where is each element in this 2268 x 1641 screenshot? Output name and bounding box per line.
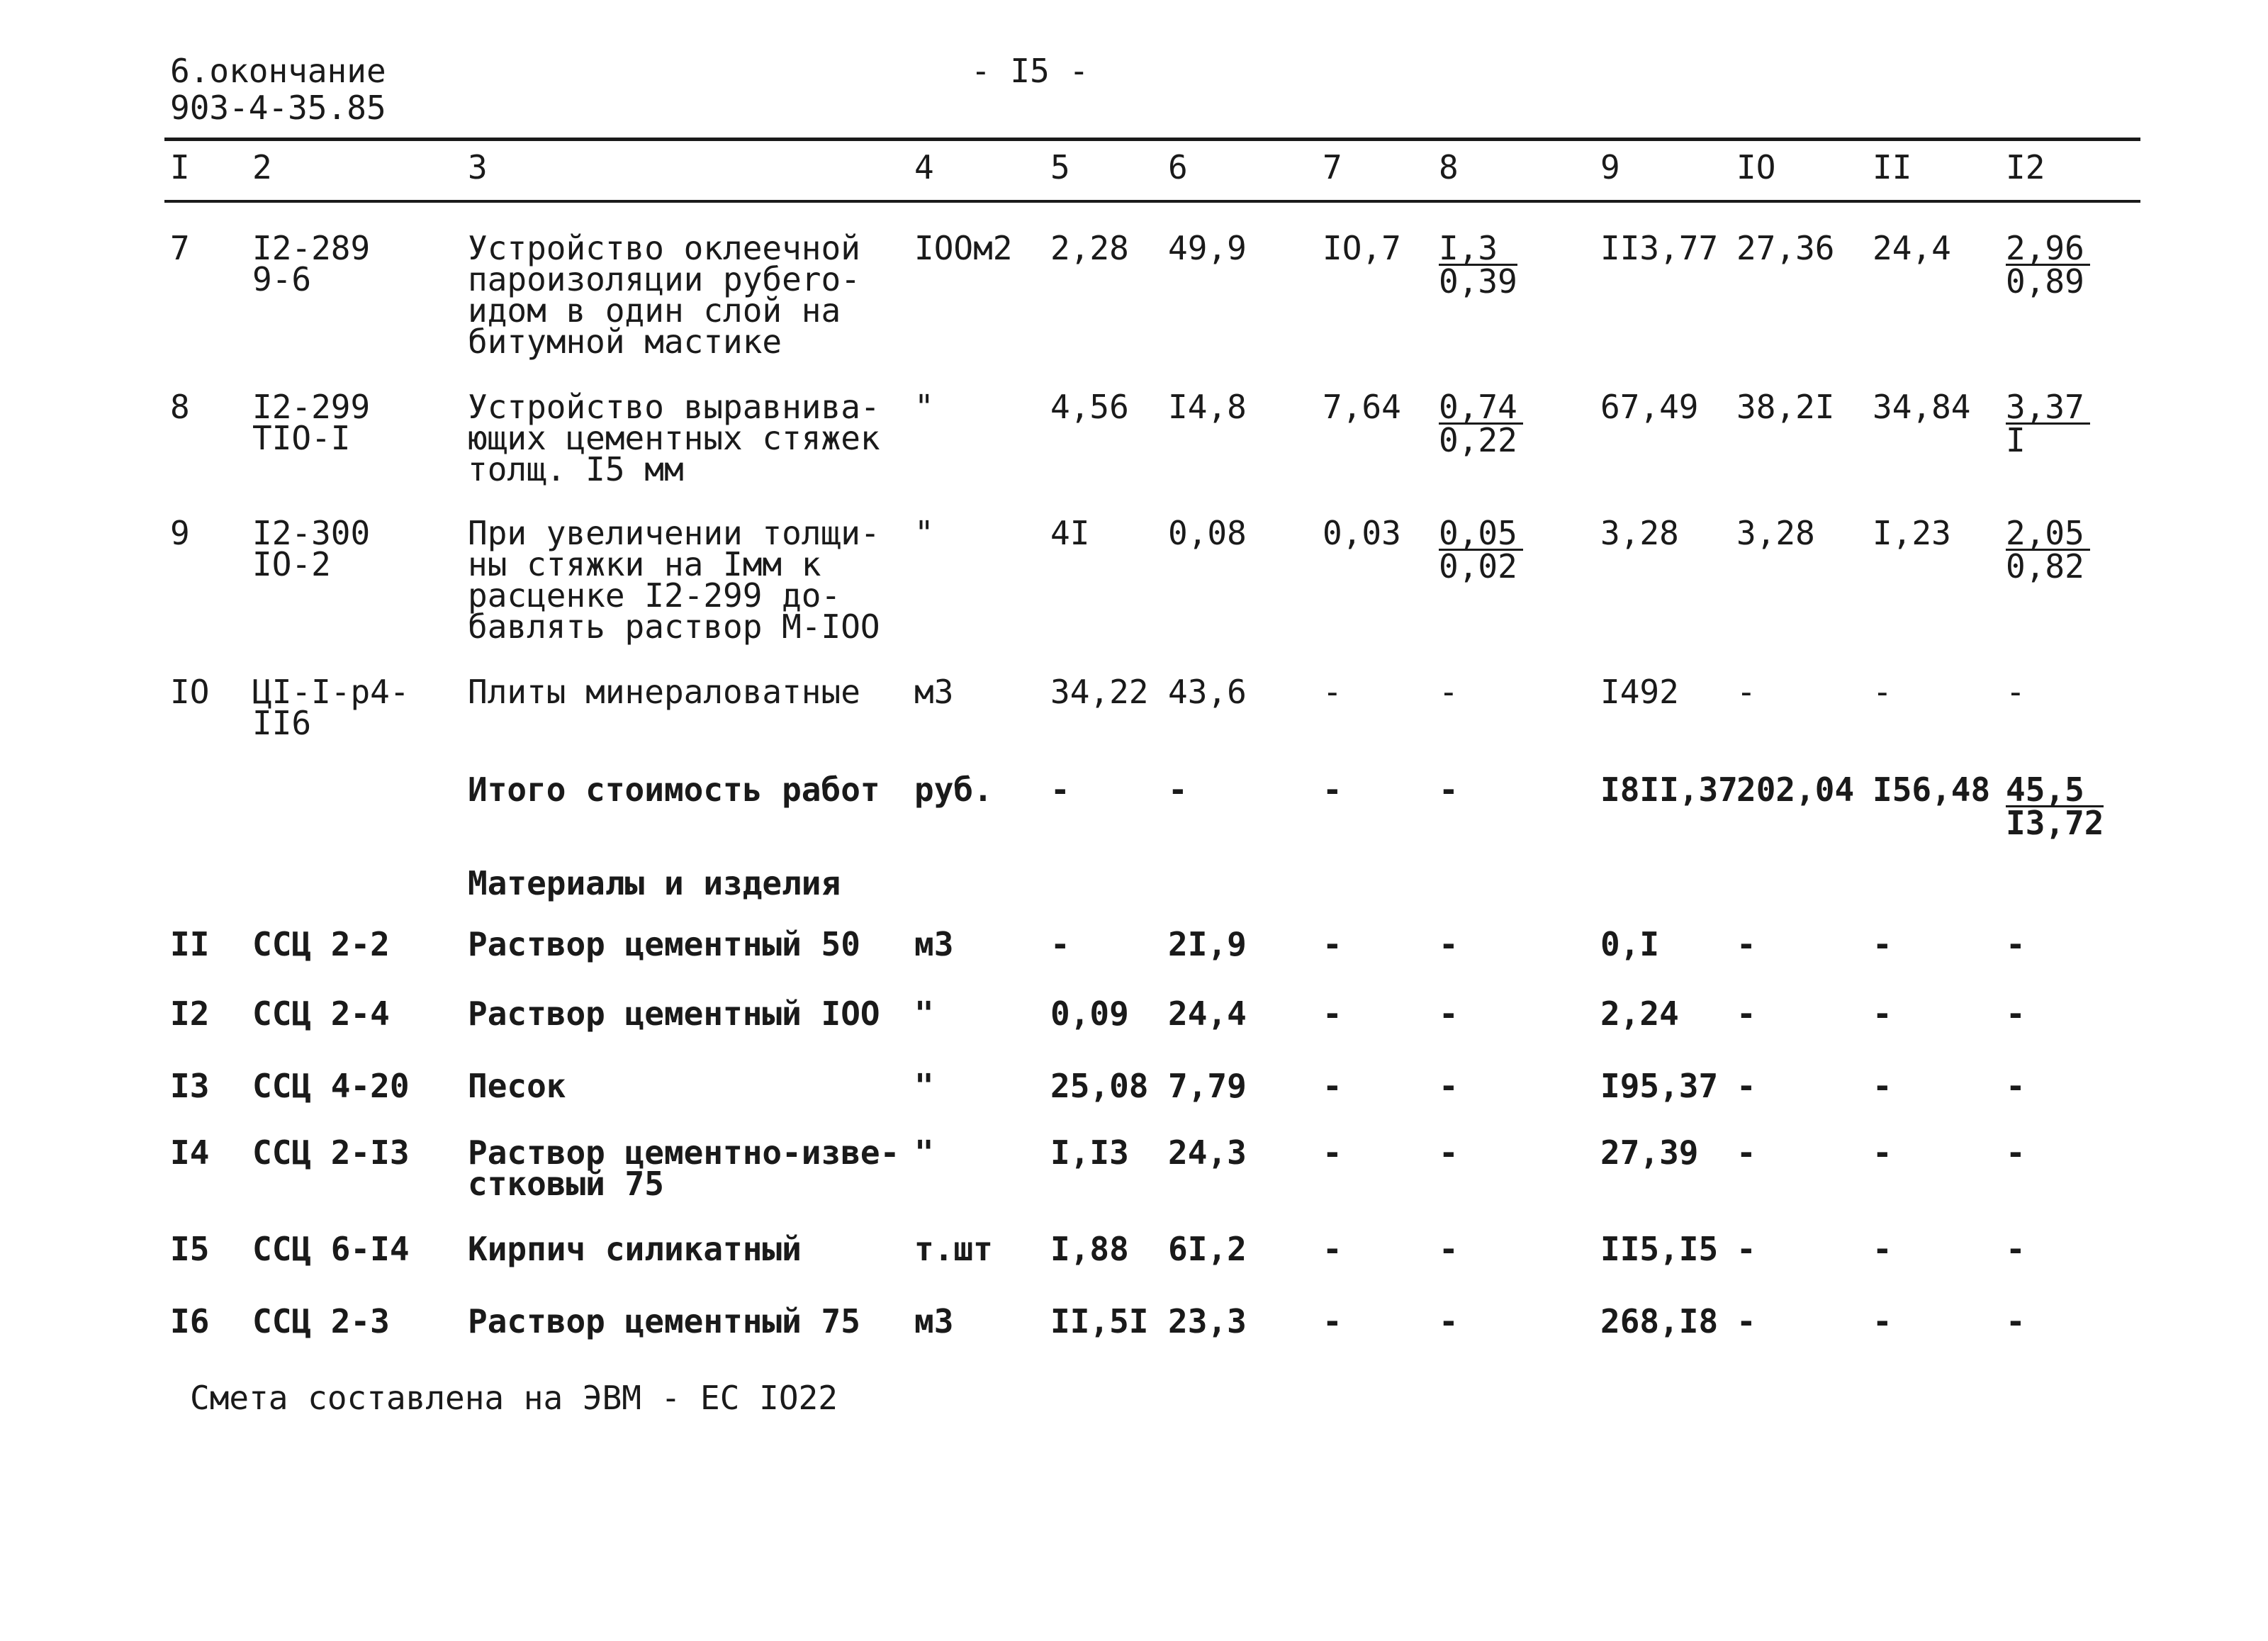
col-9: II3,77 [1600, 229, 1719, 267]
code: ССЦ 4-20 [252, 1067, 410, 1105]
col-11: 34,84 [1873, 388, 1971, 426]
description: Раствор цементный IOO [468, 995, 880, 1033]
col-11: 24,4 [1873, 229, 1951, 267]
col-12 [2006, 388, 2090, 459]
col-12-numerator: 2,96 [2006, 233, 2090, 266]
col-6: 49,9 [1168, 229, 1247, 267]
col-5: I,I3 [1050, 1133, 1129, 1172]
col-8-denominator: 0,39 [1439, 262, 1517, 301]
col-11: - [1873, 995, 1892, 1033]
column-header: II [1873, 148, 1912, 186]
description: Итого стоимость работ [468, 771, 880, 809]
col-9: I492 [1600, 673, 1679, 711]
col-12: - [2006, 1133, 2026, 1172]
unit: " [914, 514, 934, 552]
unit: м3 [914, 1302, 954, 1340]
description: Раствор цементно-изве- стковый 75 [468, 1133, 900, 1203]
unit: " [914, 995, 934, 1033]
col-12-numerator: 2,05 [2006, 517, 2090, 551]
col-6: 43,6 [1168, 673, 1247, 711]
col-12-denominator: 0,89 [2006, 262, 2084, 301]
col-12: - [2006, 925, 2026, 963]
col-12-denominator: I [2006, 421, 2026, 459]
col-9: II5,I5 [1600, 1230, 1719, 1268]
col-12-numerator: 45,5 [2006, 774, 2104, 807]
col-10: - [1736, 1230, 1756, 1268]
section-title: Материалы и изделия [468, 864, 841, 902]
col-10: - [1736, 1302, 1756, 1340]
col-12-denominator: I3,72 [2006, 804, 2104, 842]
col-8 [1439, 388, 1523, 459]
row-number: I5 [170, 1230, 210, 1268]
col-7: - [1323, 673, 1342, 711]
col-11: - [1873, 1230, 1892, 1268]
col-12 [2006, 514, 2090, 586]
col-7: 0,03 [1323, 514, 1401, 552]
unit: " [914, 1133, 934, 1172]
col-5: 2,28 [1050, 229, 1129, 267]
col-11: I,23 [1873, 514, 1951, 552]
col-5: 34,22 [1050, 673, 1149, 711]
col-8-numerator: 0,74 [1439, 391, 1523, 425]
footer-note: Смета составлена на ЭВМ - ЕС IO22 [190, 1379, 838, 1417]
code: I2-299 TIO-I [252, 388, 371, 457]
unit: " [914, 388, 934, 426]
column-header: 7 [1323, 148, 1342, 186]
col-8-denominator: 0,02 [1439, 547, 1517, 586]
row-number: I3 [170, 1067, 210, 1105]
page-number: - I5 - [971, 52, 1089, 90]
unit: руб. [914, 771, 993, 809]
col-8-denominator: 0,22 [1439, 421, 1517, 459]
col-5: 25,08 [1050, 1067, 1149, 1105]
code: ССЦ 2-4 [252, 995, 390, 1033]
col-9: I95,37 [1600, 1067, 1719, 1105]
row-number: II [170, 925, 210, 963]
col-10: - [1736, 1067, 1756, 1105]
col-5: - [1050, 771, 1070, 809]
col-8: - [1439, 1302, 1459, 1340]
col-6: - [1168, 771, 1188, 809]
column-header: 6 [1168, 148, 1188, 186]
col-7: - [1323, 1067, 1342, 1105]
column-header: 2 [252, 148, 272, 186]
col-11: - [1873, 925, 1892, 963]
column-header: IO [1736, 148, 1776, 186]
row-number: 8 [170, 388, 190, 426]
column-header: I2 [2006, 148, 2045, 186]
col-7: IO,7 [1323, 229, 1401, 267]
top-rule [164, 138, 2140, 141]
unit: м3 [914, 673, 954, 711]
col-11: - [1873, 1067, 1892, 1105]
col-9: 27,39 [1600, 1133, 1699, 1172]
col-8: - [1439, 771, 1459, 809]
col-10: 27,36 [1736, 229, 1835, 267]
unit: т.шт [914, 1230, 993, 1268]
column-header: 4 [914, 148, 934, 186]
col-7: - [1323, 925, 1342, 963]
column-header: 9 [1600, 148, 1620, 186]
col-7: - [1323, 995, 1342, 1033]
header-rule [164, 200, 2140, 203]
col-12: - [2006, 995, 2026, 1033]
col-10: - [1736, 995, 1756, 1033]
col-6: 0,08 [1168, 514, 1247, 552]
column-header: 8 [1439, 148, 1459, 186]
col-6: 24,4 [1168, 995, 1247, 1033]
col-9: 268,I8 [1600, 1302, 1719, 1340]
col-8: - [1439, 673, 1459, 711]
code: ССЦ 6-I4 [252, 1230, 410, 1268]
col-10: - [1736, 673, 1756, 711]
description: Устройство выравнива- ющих цементных стяжек толщ. I5 мм [468, 388, 880, 488]
code: I2-300 IO-2 [252, 514, 371, 583]
unit: " [914, 1067, 934, 1105]
col-11: - [1873, 1302, 1892, 1340]
col-7: - [1323, 771, 1342, 809]
document-code: 903-4-35.85 [170, 89, 386, 127]
description: Раствор цементный 50 [468, 925, 860, 963]
col-5: II,5I [1050, 1302, 1149, 1340]
col-8 [1439, 229, 1517, 301]
col-5: 0,09 [1050, 995, 1129, 1033]
row-number: IO [170, 673, 210, 711]
col-10: - [1736, 1133, 1756, 1172]
col-10: 202,04 [1736, 771, 1855, 809]
col-11: - [1873, 1133, 1892, 1172]
code: ЦI-I-р4- II6 [252, 673, 410, 742]
row-number: I6 [170, 1302, 210, 1340]
unit: IOOм2 [914, 229, 1013, 267]
col-9: 3,28 [1600, 514, 1679, 552]
col-8: - [1439, 1067, 1459, 1105]
col-8: - [1439, 925, 1459, 963]
section-label: 6.окончание [170, 52, 386, 90]
col-8-numerator: 0,05 [1439, 517, 1523, 551]
col-5: I,88 [1050, 1230, 1129, 1268]
col-7: - [1323, 1302, 1342, 1340]
col-7: - [1323, 1230, 1342, 1268]
row-number: I4 [170, 1133, 210, 1172]
col-12-denominator: 0,82 [2006, 547, 2084, 586]
code: I2-289 9-6 [252, 229, 371, 298]
col-7: - [1323, 1133, 1342, 1172]
description: Устройство оклеечной пароизоляции рубero- идом в один слой на битумной мастике [468, 229, 860, 361]
col-8: - [1439, 995, 1459, 1033]
col-8: - [1439, 1133, 1459, 1172]
col-6: 2I,9 [1168, 925, 1247, 963]
col-8 [1439, 514, 1523, 586]
description: Раствор цементный 75 [468, 1302, 860, 1340]
col-10: - [1736, 925, 1756, 963]
col-9: 0,I [1600, 925, 1660, 963]
col-11: I56,48 [1873, 771, 1991, 809]
column-header: 3 [468, 148, 488, 186]
col-7: 7,64 [1323, 388, 1401, 426]
description: Плиты минераловатные [468, 673, 860, 711]
col-8: - [1439, 1230, 1459, 1268]
col-6: 6I,2 [1168, 1230, 1247, 1268]
col-9: 67,49 [1600, 388, 1699, 426]
col-6: I4,8 [1168, 388, 1247, 426]
unit: м3 [914, 925, 954, 963]
col-6: 23,3 [1168, 1302, 1247, 1340]
code: ССЦ 2-I3 [252, 1133, 410, 1172]
col-6: 7,79 [1168, 1067, 1247, 1105]
col-5: 4I [1050, 514, 1090, 552]
code: ССЦ 2-2 [252, 925, 390, 963]
col-8-numerator: I,3 [1439, 233, 1517, 266]
column-header: 5 [1050, 148, 1070, 186]
column-header: I [170, 148, 190, 186]
description: При увеличении толщи- ны стяжки на Iмм к расценке I2-299 до- бавлять раствор М-IOO [468, 514, 880, 646]
description: Песок [468, 1067, 566, 1105]
row-number: 9 [170, 514, 190, 552]
col-12: - [2006, 1067, 2026, 1105]
col-12 [2006, 229, 2090, 301]
col-5: 4,56 [1050, 388, 1129, 426]
col-12 [2006, 771, 2104, 842]
description: Кирпич силикатный [468, 1230, 802, 1268]
col-10: 3,28 [1736, 514, 1815, 552]
col-11: - [1873, 673, 1892, 711]
row-number: 7 [170, 229, 190, 267]
col-9: 2,24 [1600, 995, 1679, 1033]
row-number: I2 [170, 995, 210, 1033]
code: ССЦ 2-3 [252, 1302, 390, 1340]
col-10: 38,2I [1736, 388, 1835, 426]
col-5: - [1050, 925, 1070, 963]
col-12: - [2006, 673, 2026, 711]
col-12-numerator: 3,37 [2006, 391, 2090, 425]
col-9: I8II,37 [1600, 771, 1738, 809]
col-12: - [2006, 1230, 2026, 1268]
col-12: - [2006, 1302, 2026, 1340]
col-6: 24,3 [1168, 1133, 1247, 1172]
